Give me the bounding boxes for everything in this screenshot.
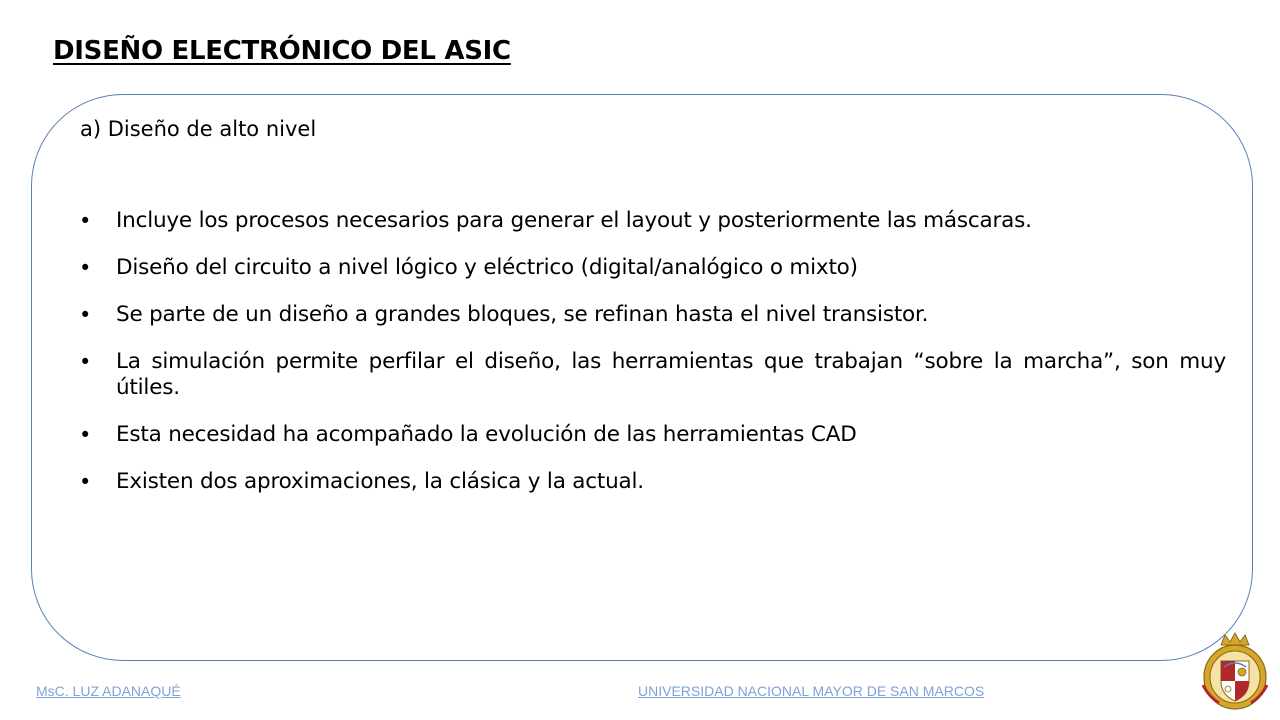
bullet-text: Diseño del circuito a nivel lógico y eléctrico (digital/analógico o mixto) [116, 255, 858, 280]
bullet-text: La simulación permite perfilar el diseño, las herramientas que trabajan “sobre la marcha”, son muy útiles. [116, 349, 1226, 400]
footer-author-link[interactable]: MsC. LUZ ADANAQUÉ [36, 683, 181, 699]
bullet-text: Incluye los procesos necesarios para generar el layout y posteriormente las máscaras. [116, 208, 1032, 233]
footer-institution-link[interactable]: UNIVERSIDAD NACIONAL MAYOR DE SAN MARCOS [638, 683, 985, 699]
university-seal-icon [1199, 631, 1271, 711]
section-subtitle: a) Diseño de alto nivel [80, 117, 317, 141]
bullet-item [79, 255, 1226, 281]
bullet-dot: • [79, 423, 92, 447]
bullet-text: Existen dos aproximaciones, la clásica y la actual. [116, 469, 644, 494]
bullet-dot: • [79, 256, 92, 280]
bullet-text: Se parte de un diseño a grandes bloques, se refinan hasta el nivel transistor. [116, 302, 929, 327]
bullet-dot: • [79, 470, 92, 494]
bullet-item [79, 422, 1226, 448]
bullet-dot: • [79, 350, 92, 374]
bullet-item [79, 302, 1226, 328]
slide-title: DISEÑO ELECTRÓNICO DEL ASIC [53, 36, 511, 66]
bullet-list [79, 208, 1226, 516]
bullet-item [79, 208, 1226, 234]
bullet-item [79, 469, 1226, 495]
bullet-dot: • [79, 303, 92, 327]
bullet-item [79, 349, 1226, 401]
bullet-dot: • [79, 209, 92, 233]
bullet-text: Esta necesidad ha acompañado la evolución de las herramientas CAD [116, 422, 857, 447]
